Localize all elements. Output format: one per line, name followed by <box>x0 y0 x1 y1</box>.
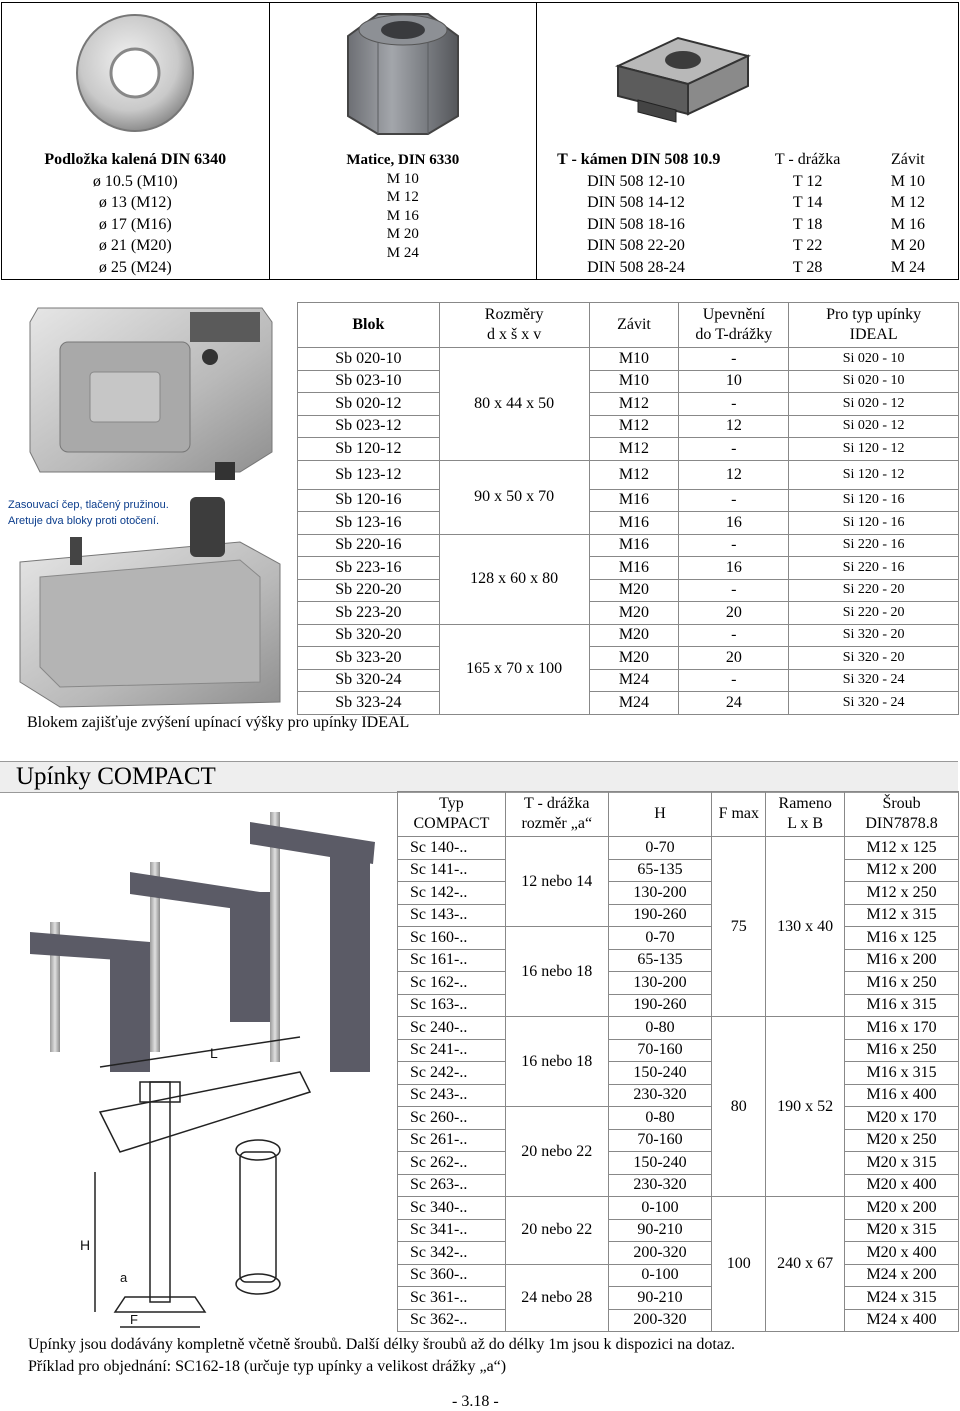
dims-cell: 165 x 70 x 100 <box>439 624 589 714</box>
nut-title: Matice, DIN 6330 <box>346 152 460 168</box>
cell: M24 x 200 <box>845 1264 959 1287</box>
slot-line: T 18 <box>792 215 823 233</box>
cell: 70-160 <box>608 1039 712 1062</box>
table-row <box>298 512 959 535</box>
cell: 70-160 <box>608 1129 712 1152</box>
washer-title: Podložka kalená DIN 6340 <box>44 151 227 168</box>
dims-cell: 90 x 50 x 70 <box>439 460 589 534</box>
thread-line: M 12 <box>890 194 925 212</box>
cell: Sc 140-.. <box>398 837 506 860</box>
compact-clamp-illustration <box>0 792 397 1332</box>
cell: Si 120 - 12 <box>789 460 959 489</box>
block-caption-line: Zasouvací čep, tlačený pružinou. <box>8 499 169 511</box>
tnut-image <box>537 3 757 143</box>
header-h: H <box>608 792 712 837</box>
table-row <box>398 904 959 927</box>
thread-line: M 16 <box>890 215 925 233</box>
compact-table-header <box>398 792 959 837</box>
cell: M20 <box>589 579 679 602</box>
cell: M16 x 200 <box>845 949 959 972</box>
cell: Si 220 - 20 <box>789 579 959 602</box>
footnote-line: Upínky jsou dodávány kompletně včetně šroubů. Další délky šroubů až do délky 1m jsou k dispozici na dotaz. <box>28 1336 735 1353</box>
cell: M16 x 125 <box>845 927 959 950</box>
table-row <box>398 927 959 950</box>
nut-image <box>270 3 537 143</box>
cell: 150-240 <box>608 1152 712 1175</box>
cell: 0-80 <box>608 1017 712 1040</box>
slot-cell: 20 nebo 22 <box>505 1197 608 1265</box>
header-screw-line1: Šroub <box>882 795 921 812</box>
arm-cell: 240 x 67 <box>766 1197 845 1332</box>
cell: - <box>679 393 789 416</box>
cell: Sc 340-.. <box>398 1197 506 1220</box>
cell: Sc 243-.. <box>398 1084 506 1107</box>
table-row <box>398 1152 959 1175</box>
header-mount-line2: do T-drážky <box>695 326 773 343</box>
table-row <box>298 624 959 647</box>
cell: M16 <box>589 557 679 580</box>
cell: M24 <box>589 692 679 715</box>
cell: Sb 123-12 <box>298 460 440 489</box>
cell: Sc 341-.. <box>398 1219 506 1242</box>
table-row <box>298 534 959 557</box>
cell: 12 <box>679 415 789 438</box>
diagram-label-a: a <box>120 1270 128 1285</box>
section-title: Upínky COMPACT <box>16 763 216 790</box>
cell: 0-80 <box>608 1107 712 1130</box>
cell: Sb 323-24 <box>298 692 440 715</box>
cell: - <box>679 534 789 557</box>
table-row <box>398 1084 959 1107</box>
header-type <box>398 792 506 837</box>
tnut-line: DIN 508 28-24 <box>587 258 685 276</box>
cell: 65-135 <box>608 859 712 882</box>
tnut-line: DIN 508 14-12 <box>587 194 685 212</box>
cell: M16 <box>589 534 679 557</box>
fmax-cell: 80 <box>712 1017 766 1197</box>
cell: M16 x 250 <box>845 972 959 995</box>
cell: M20 <box>589 647 679 670</box>
cell: - <box>679 669 789 692</box>
header-screw <box>845 792 959 837</box>
cell: 200-320 <box>608 1309 712 1332</box>
cell: M12 x 315 <box>845 904 959 927</box>
table-row <box>398 1197 959 1220</box>
cell: Sc 240-.. <box>398 1017 506 1040</box>
table-row <box>398 1017 959 1040</box>
compact-photo <box>0 792 397 1332</box>
table-row <box>398 1287 959 1310</box>
header-slot <box>505 792 608 837</box>
slot-line: T 22 <box>792 237 823 255</box>
cell: - <box>679 348 789 371</box>
cell: M20 x 315 <box>845 1152 959 1175</box>
table-row <box>398 1107 959 1130</box>
cell: Sc 142-.. <box>398 882 506 905</box>
cell: Sb 320-20 <box>298 624 440 647</box>
header-dims-line2: d x š x v <box>487 326 542 343</box>
cell: M16 x 400 <box>845 1084 959 1107</box>
cell: Sc 163-.. <box>398 994 506 1017</box>
tnut-title: T - kámen DIN 508 10.9 <box>557 151 721 168</box>
table-row <box>298 438 959 461</box>
washer-line: ø 25 (M24) <box>98 258 172 276</box>
cell: Sc 361-.. <box>398 1287 506 1310</box>
slot-cell: 16 nebo 18 <box>505 1017 608 1107</box>
cell: Sc 141-.. <box>398 859 506 882</box>
cell: 130-200 <box>608 882 712 905</box>
cell: 0-70 <box>608 927 712 950</box>
header-block: Blok <box>298 303 440 348</box>
arm-cell: 130 x 40 <box>766 837 845 1017</box>
thread-line: M 20 <box>890 237 925 255</box>
cell: Sb 120-16 <box>298 489 440 512</box>
cell: 200-320 <box>608 1242 712 1265</box>
cell: M12 x 250 <box>845 882 959 905</box>
table-row <box>298 557 959 580</box>
cell: M16 <box>589 489 679 512</box>
table-row <box>298 669 959 692</box>
fmax-cell: 100 <box>712 1197 766 1332</box>
header-type <box>789 303 959 348</box>
cell: Si 320 - 20 <box>789 624 959 647</box>
cell: - <box>679 579 789 602</box>
nut-cell <box>269 3 537 280</box>
cell: - <box>679 489 789 512</box>
cell: Sc 242-.. <box>398 1062 506 1085</box>
tnut-line: DIN 508 12-10 <box>587 172 685 190</box>
tnut-cell <box>537 3 758 280</box>
table-row <box>298 579 959 602</box>
washer-image <box>2 3 269 143</box>
cell: 150-240 <box>608 1062 712 1085</box>
cell: M24 x 400 <box>845 1309 959 1332</box>
cell: Sc 241-.. <box>398 1039 506 1062</box>
cell: Sc 160-.. <box>398 927 506 950</box>
header-type-line1: Typ <box>439 795 464 812</box>
cell: 90-210 <box>608 1287 712 1310</box>
header-arm <box>766 792 845 837</box>
slot-line: T 14 <box>792 194 823 212</box>
header-dims-line1: Rozměry <box>484 306 544 323</box>
cell: 20 <box>679 602 789 625</box>
thread-title: Závit <box>890 151 925 168</box>
fmax-cell: 75 <box>712 837 766 1017</box>
cell: Sb 223-20 <box>298 602 440 625</box>
cell: M12 <box>589 438 679 461</box>
cell: Si 220 - 20 <box>789 602 959 625</box>
cell: Sc 360-.. <box>398 1264 506 1287</box>
slot-cell: 12 nebo 14 <box>505 837 608 927</box>
cell: Sb 220-16 <box>298 534 440 557</box>
table-row <box>298 602 959 625</box>
header-slot-line1: T - drážka <box>524 795 590 812</box>
cell: Sc 263-.. <box>398 1174 506 1197</box>
cell: M20 <box>589 624 679 647</box>
table-row <box>398 1039 959 1062</box>
cell: M20 x 170 <box>845 1107 959 1130</box>
cell: 230-320 <box>608 1174 712 1197</box>
dims-cell: 80 x 44 x 50 <box>439 348 589 461</box>
cell: M16 x 170 <box>845 1017 959 1040</box>
cell: Si 320 - 24 <box>789 669 959 692</box>
table-row <box>298 415 959 438</box>
page-number: - 3.18 - <box>452 1393 499 1410</box>
table-row <box>398 1129 959 1152</box>
diagram-label-l: L <box>210 1045 218 1061</box>
cell: M20 x 400 <box>845 1242 959 1265</box>
cell: M16 x 315 <box>845 1062 959 1085</box>
cell: M20 x 315 <box>845 1219 959 1242</box>
table-row <box>298 460 959 489</box>
table-row <box>398 859 959 882</box>
table-row <box>398 1174 959 1197</box>
cell: - <box>679 624 789 647</box>
cell: 0-100 <box>608 1264 712 1287</box>
nut-line: M 20 <box>386 226 419 243</box>
cell: Sc 261-.. <box>398 1129 506 1152</box>
cell: 12 <box>679 460 789 489</box>
cell: Si 120 - 16 <box>789 512 959 535</box>
cell: M16 <box>589 512 679 535</box>
washer-line: ø 13 (M12) <box>98 194 172 212</box>
slot-title: T - drážka <box>774 151 841 168</box>
cell: Si 220 - 16 <box>789 534 959 557</box>
cell: 0-70 <box>608 837 712 860</box>
dims-cell: 128 x 60 x 80 <box>439 534 589 624</box>
cell: M16 x 250 <box>845 1039 959 1062</box>
table-row <box>398 949 959 972</box>
tnut-line: DIN 508 18-16 <box>587 215 685 233</box>
washer-line: ø 10.5 (M10) <box>92 172 178 190</box>
cell: Sc 143-.. <box>398 904 506 927</box>
cell: Si 020 - 10 <box>789 370 959 393</box>
t-nut-icon <box>598 18 758 128</box>
block-table-header <box>298 303 959 348</box>
diagram-label-h: H <box>80 1237 91 1253</box>
cell: Si 020 - 10 <box>789 348 959 371</box>
thread-cell <box>858 3 959 280</box>
cell: Si 220 - 16 <box>789 557 959 580</box>
cell: Sc 161-.. <box>398 949 506 972</box>
arm-cell: 190 x 52 <box>766 1017 845 1197</box>
cell: 20 <box>679 647 789 670</box>
cell: M24 <box>589 669 679 692</box>
cell: Sb 020-10 <box>298 348 440 371</box>
thread-line: M 10 <box>890 172 925 190</box>
table-row <box>398 994 959 1017</box>
cell: M12 <box>589 415 679 438</box>
nut-line: M 24 <box>386 244 419 261</box>
cell: M20 x 200 <box>845 1197 959 1220</box>
cell: Sc 362-.. <box>398 1309 506 1332</box>
cell: M12 <box>589 393 679 416</box>
cell: Sb 123-16 <box>298 512 440 535</box>
cell: Si 020 - 12 <box>789 415 959 438</box>
cell: Sb 223-16 <box>298 557 440 580</box>
compact-table <box>397 791 959 1332</box>
cell: M12 x 200 <box>845 859 959 882</box>
cell: M20 x 250 <box>845 1129 959 1152</box>
header-slot-line2: rozměr „a“ <box>521 815 593 832</box>
tnut-line: DIN 508 22-20 <box>587 237 685 255</box>
cell: 90-210 <box>608 1219 712 1242</box>
block-illustration <box>0 302 297 712</box>
cell: Sc 260-.. <box>398 1107 506 1130</box>
slot-cell: 16 nebo 18 <box>505 927 608 1017</box>
cell: 16 <box>679 512 789 535</box>
cell: Si 020 - 12 <box>789 393 959 416</box>
thread-line: M 24 <box>890 258 925 276</box>
cell: 0-100 <box>608 1197 712 1220</box>
table-row <box>398 1242 959 1265</box>
table-row <box>298 692 959 715</box>
diagram-label-f: F <box>130 1312 138 1327</box>
cell: Sb 323-20 <box>298 647 440 670</box>
header-arm-line2: L x B <box>787 815 824 832</box>
footnote-line: Příklad pro objednání: SC162-18 (určuje typ upínky a velikost drážky „a“) <box>28 1358 507 1375</box>
cell: Sc 162-.. <box>398 972 506 995</box>
nut-line: M 10 <box>386 170 419 187</box>
cell: M16 x 315 <box>845 994 959 1017</box>
table-row <box>398 1219 959 1242</box>
header-dims <box>439 303 589 348</box>
nut-line: M 12 <box>386 189 419 206</box>
nut-line: M 16 <box>386 207 419 224</box>
slot-cell: 24 nebo 28 <box>505 1264 608 1332</box>
washer-line: ø 21 (M20) <box>98 237 172 255</box>
cell: Sc 342-.. <box>398 1242 506 1265</box>
cell: Si 120 - 12 <box>789 438 959 461</box>
header-mount-line1: Upevnění <box>702 306 765 323</box>
cell: 16 <box>679 557 789 580</box>
cell: Si 120 - 16 <box>789 489 959 512</box>
cell: M20 x 400 <box>845 1174 959 1197</box>
cell: Sb 023-10 <box>298 370 440 393</box>
header-fmax: F max <box>712 792 766 837</box>
table-row <box>398 1264 959 1287</box>
washer-icon <box>70 8 200 138</box>
cell: Si 320 - 20 <box>789 647 959 670</box>
slot-cell <box>758 3 858 280</box>
cell: Sc 262-.. <box>398 1152 506 1175</box>
table-row <box>298 370 959 393</box>
cell: 230-320 <box>608 1084 712 1107</box>
header-type-line2: IDEAL <box>849 326 898 343</box>
cell: 65-135 <box>608 949 712 972</box>
header-screw-line2: DIN7878.8 <box>865 815 938 832</box>
cell: M10 <box>589 370 679 393</box>
table-row <box>398 972 959 995</box>
cell: 24 <box>679 692 789 715</box>
cell: M12 x 125 <box>845 837 959 860</box>
product-table <box>1 2 959 280</box>
cell: 10 <box>679 370 789 393</box>
washer-line: ø 17 (M16) <box>98 215 172 233</box>
cell: Sb 023-12 <box>298 415 440 438</box>
block-caption-line: Aretuje dva bloky proti otočení. <box>8 515 160 527</box>
header-type-line2: COMPACT <box>413 815 490 832</box>
header-mount <box>679 303 789 348</box>
block-photo <box>0 302 297 712</box>
table-row <box>298 647 959 670</box>
header-type-line1: Pro typ upínky <box>826 306 922 323</box>
table-row <box>398 882 959 905</box>
cell: 190-260 <box>608 904 712 927</box>
table-row <box>298 393 959 416</box>
hex-nut-icon <box>338 6 468 141</box>
slot-line: T 28 <box>792 258 823 276</box>
table-row <box>298 489 959 512</box>
cell: 190-260 <box>608 994 712 1017</box>
cell: Sb 220-20 <box>298 579 440 602</box>
washer-cell <box>2 3 270 280</box>
cell: Si 320 - 24 <box>789 692 959 715</box>
table-row <box>298 348 959 371</box>
slot-line: T 12 <box>792 172 823 190</box>
header-arm-line1: Rameno <box>778 795 832 812</box>
cell: Sb 120-12 <box>298 438 440 461</box>
block-note: Blokem zajišťuje zvýšení upínací výšky pro upínky IDEAL <box>27 714 410 731</box>
cell: M12 <box>589 460 679 489</box>
cell: - <box>679 438 789 461</box>
cell: M10 <box>589 348 679 371</box>
table-row <box>398 1309 959 1332</box>
cell: M24 x 315 <box>845 1287 959 1310</box>
table-row <box>398 1062 959 1085</box>
cell: 130-200 <box>608 972 712 995</box>
header-thread: Závit <box>589 303 679 348</box>
table-row <box>398 837 959 860</box>
block-table <box>297 302 959 715</box>
cell: Sb 320-24 <box>298 669 440 692</box>
slot-cell: 20 nebo 22 <box>505 1107 608 1197</box>
cell: M20 <box>589 602 679 625</box>
cell: Sb 020-12 <box>298 393 440 416</box>
